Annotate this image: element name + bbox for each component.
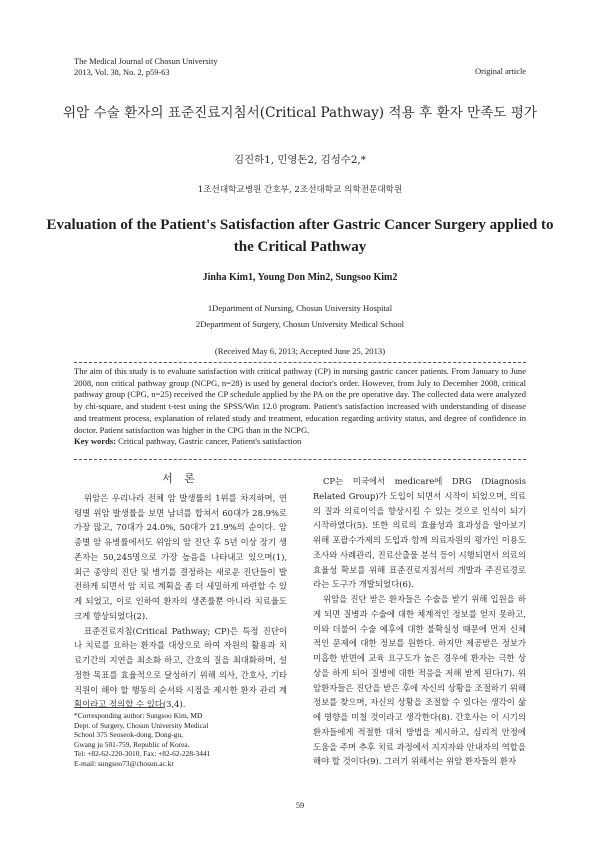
body-paragraph: 위암은 우리나라 전체 암 발생률의 1위를 차지하며, 연령별 위암 발생률을 보면 남녀를 합쳐서 60대가 28.9%로 가장 많고, 70대가 24.0%, 50대가 21.9%의 순이다. 암 종별 암 유병률에서도 위암의 암 진단 후 5년 이상 장기 생존자는 50,245명으로 가장 높음을 나타내고 있으며(1), 최근 종양의 진단 및 병기를 결정하는 새로운 진단들이 발전하게 되면서 암 치료 계획을 좀 더 세밀하게 마련할 수 있게 되었고, 이로 인하여 환자의 생존률뿐 아니라 치료율도 크게 향상되었다(2). [74,492,287,621]
body-paragraph: 위암을 진단 받은 환자들은 수술을 받기 위해 입원을 하게 되면 질병과 수술에 대한 체계적인 정보를 얻지 못하고, 이와 더불어 수술 예후에 대한 불확실성 때문에 먼저 신체적인 문제에 대한 정보를 원한다. 하지만 제공받은 정보가 미흡한 반면에 교육 요구도가 높은 경우에 환자는 극한 상상을 하게 되어 질병에 대한 적응을 저해 받게 된다(7). 위암환자들은 진단을 받은 후에 자신의 상황을 조절하기 위해 정보를 찾으며, 자신의 상황을 조절할 수 있다는 생각이 삶에 영향을 미칠 것이라고 생각한다(8). 간호사는 이 시기의 환자들에게 적절한 대처 방법을 제시하고, 심리적 안정에 도움을 주며 추후 치료 과정에서 지지자와 안내자의 역할을 해야 할 것이다(9). 그러기 위해서는 위암 환자들의 환자 [313,594,526,767]
affiliation-1: 1Department of Nursing, Chosun University Hospital [207,303,393,313]
body-paragraph: 표준진료지침(Critical Pathway; CP)은 특정 진단이나 치료를 요하는 환자를 대상으로 하여 자원의 활용과 치료기간의 지연을 최소화 하고, 간호의 질을 최대화하며, 설정한 목표를 효율적으로 달성하기 위해 의사, 간호사, 기타 직원이 해야 할 행동의 순서와 시점을 제시한 환자 관리 계획이라고 정의할 수 있다(3,4). [74,625,287,710]
keywords-label: Key words: [74,436,117,447]
affiliation-2: 2Department of Surgery, Chosun University Medical School [195,319,405,329]
footnote-line: Gwang ju 501-759, Republic of Korea. [74,739,190,749]
footnote-rule [74,707,164,708]
footnote-line: Dept. of Surgery, Chosun University Medical [74,720,209,730]
keywords: Critical pathway, Gastric cancer, Patient's satisfaction [118,436,302,447]
corresponding-author-footnote [74,711,294,769]
abstract-top-rule [74,362,526,363]
abstract [74,366,526,448]
journal-header [74,56,218,78]
authors-english: Jinha Kim1, Young Don Min2, Sungsoo Kim2 [202,272,398,283]
body-paragraph: CP는 미국에서 medicare에 DRG (Diagnosis Related Group)가 도입이 되면서 시작이 되었으며, 의료의 질과 의료이익을 향상시킬 수 있는 것으로 인식이 되기 시작하였다(5). 또한 의료의 효율성과 효과성을 알아보기 위해 포괄수가제의 도입과 함께 의료자원의 평가인 이용도조사와 사례관리, 진료산출물 분석 등이 시행되면서 의료의 효율성 확보를 위해 표준진료지침서의 개발과 주진료경로라는 도구가 개발되었다(6). [313,476,526,590]
affiliations-english [0,300,600,332]
journal-issue: 2013, Vol. 38, No. 2, p59-63 [74,68,170,77]
section-heading: 서 론 [162,472,199,485]
authors-korean: 김진하1, 민영돈2, 김성수2,* [234,154,366,166]
footnote-line: School 375 Seoseok-dong, Dong-gu, [74,730,184,740]
title-english: Evaluation of the Patient's Satisfaction after Gastric Cancer Surgery applied to the Critical Pathway [46,217,554,255]
footnote-line: *Corresponding author: Sungsoo Kim, MD [74,711,203,720]
abstract-bottom-rule [74,459,526,460]
abstract-text: The aim of this study is to evaluate satisfaction with critical pathway (CP) in nursing gastric cancer patients. From January to June 2008, non critical pathway group (NCPG, n=28) is used by general doctor's order. However, from July to December 2008, critical pathway group (CPG, n=25) received the CP schedule applied by the PA on the pre operative day. The collected data were analyzed by chi-square, and student t-test using the SPSS/Win 12.0 program. Patient's satisfaction increased with understanding of disease and treatment process, explanation of related study and treatment, education regarding activity status, and degree of confidence in doctor. Patient satisfaction was higher in the CPG than in the NCPG. [74,366,526,435]
article-type: Original article [475,67,526,76]
received-dates: (Received May 6, 2013; Accepted June 25, 2013) [214,346,386,356]
body-column-right [313,474,526,769]
page-number: 59 [295,801,305,810]
footnote-line: Tel: +82-62-220-3010, Fax: +82-62-228-3441 [74,749,211,759]
body-column-left [74,472,287,712]
title-korean: 위암 수술 환자의 표준진료지침서(Critical Pathway) 적용 후 환자 만족도 평가 [62,105,538,121]
journal-name: The Medical Journal of Chosun University [74,57,218,66]
footnote-line: E-mail: sungsoo73@chosun.ac.kr [74,758,174,768]
affiliations-korean: 1조선대학교병원 간호부, 2조선대학교 의학전문대학원 [197,185,403,195]
